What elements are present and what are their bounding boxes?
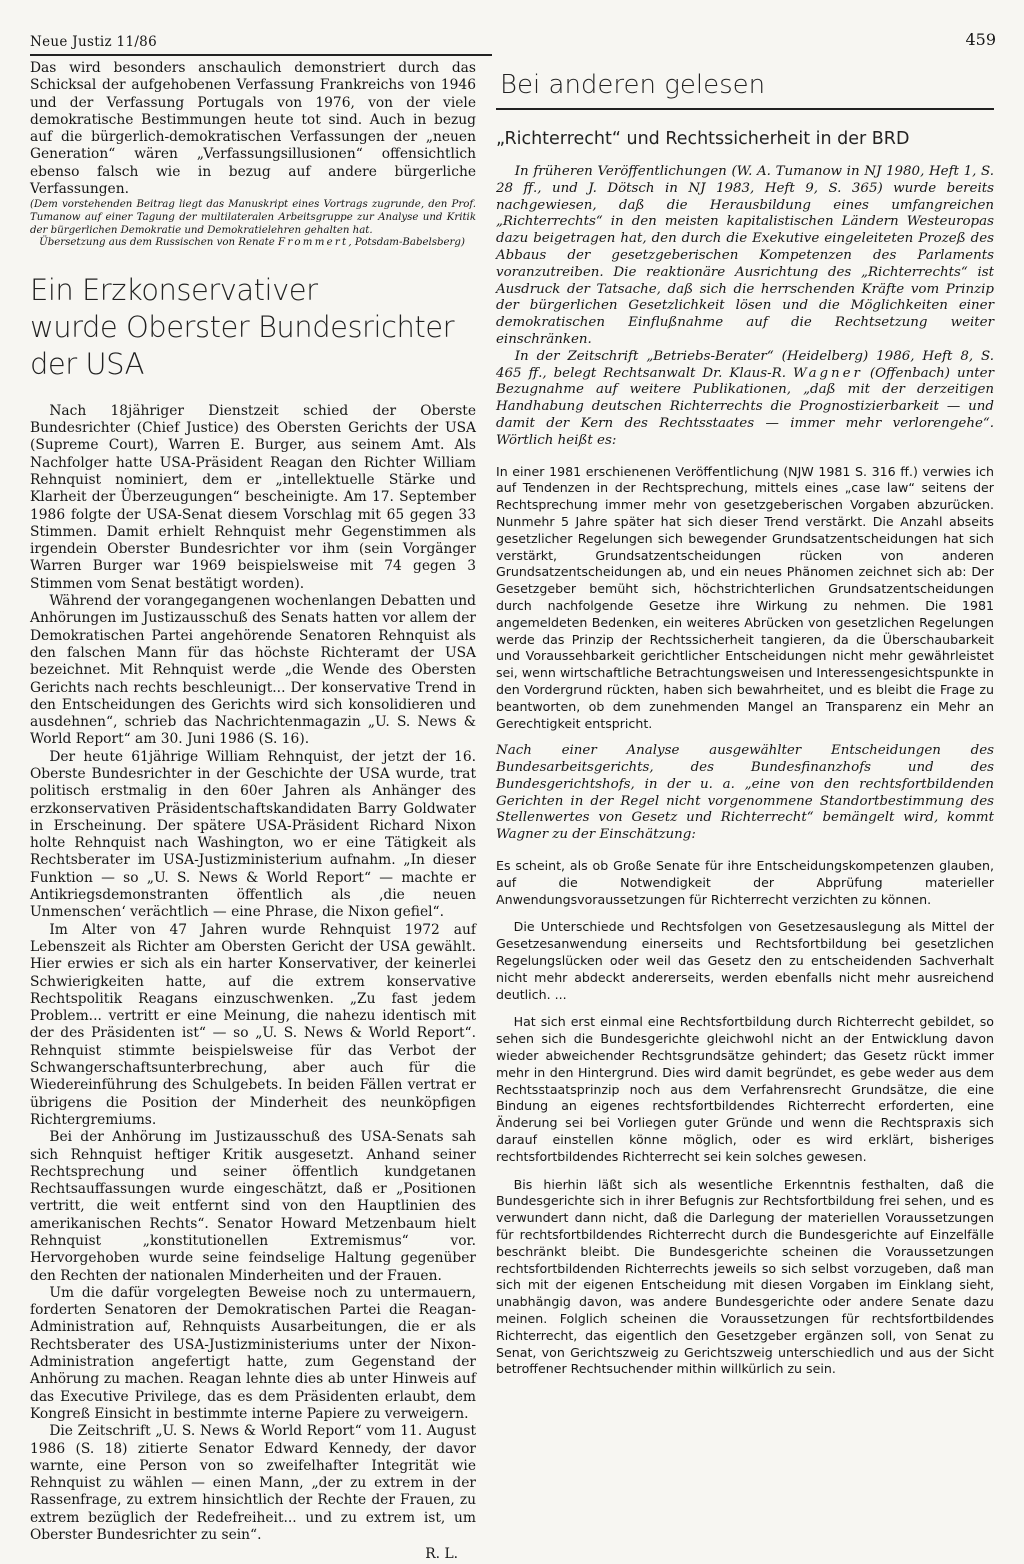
- quoted-block: [496, 464, 994, 733]
- article-paragraph: Nach 18jähriger Dienstzeit schied der Oberste Bundesrichter (Chief Justice) des Obersten Gerichts der USA (Supreme Court), Warren E. Burger, aus seinem Amt. Als Nachfolger hatte USA-Präsident Reagan den Richter William Rehnquist nominiert, dem er „intellektuelle Stärke und Klarheit der Überzeugungen“ bescheinigte. Am 17. September 1986 folgte der USA-Senat diesem Vorschlag mit 65 gegen 33 Stimmen. Damit erhielt Rehnquist mehr Gegenstimmen als irgendein Oberster Bundesrichter vor ihm (sein Vorgänger Warren Burger war 1969 beispielsweise mit 74 gegen 3 Stimmen vom Senat bestätigt worden).: [30, 402, 476, 592]
- quoted-paragraph: Bis hierhin läßt sich als wesentliche Erkenntnis festhalten, daß die Bundesgerichte sich in ihrer Befugnis zur Rechtsfortbildung frei sehen, und es verwundert dann nicht, daß die Darlegung der materiellen Voraussetzungen für rechtsfortbildendes Richterrecht durch die Bundesgerichte auf Einzelfälle beschränkt bleibt. Die Bundesgerichte scheinen die Voraussetzungen rechtsfortbildenden Richterrechts jeweils so sich selbst vorzugeben, daß man sich mit der eigenen Entscheidung mit diesen Vorgaben im Einklang sieht, unabhängig davon, was andere Bundesgerichte oder andere Senate dazu meinen. Folglich scheinen die Voraussetzungen für rechtsfortbildendes Richterrecht, das eigentlich den Gesetzgeber ergänzen soll, von Senat zu Senat, von Gerichtszweig zu Gerichtszweig unterschiedlich und aus der Sicht betroffener Rechtsuchender mithin willkürlich zu sein.: [496, 1176, 994, 1377]
- section-title: Bei anderen gelesen: [500, 70, 766, 100]
- quoted-paragraph: Hat sich erst einmal eine Rechtsfortbildung durch Richterrecht gebildet, so sehen sich die Bundesgerichte gleichwohl nicht an der Entwicklung davon wieder abweichender Rechtsgrundsätze gehindert; das Gesetz rückt immer mehr in den Hintergrund. Dies wird damit begründet, es gebe weder aus dem Rechtsstaatsprinzip noch aus dem Verfahrensrecht Grundsätze, die eine Bindung an eigenes rechtsfortbildendes Richterrecht erforderten, eine Änderung sei bei Vorliegen guter Gründe und wenn die Rechtspraxis sich darauf einstellen könne möglich, oder es wird erklärt, bisheriges rechtsfortbildendes Richterrecht sei kein solches gewesen.: [496, 1014, 994, 1164]
- page-number: 459: [965, 30, 996, 49]
- article-paragraph: Um die dafür vorgelegten Beweise noch zu untermauern, forderten Senatoren der Demokratischen Partei die Reagan-Administration auf, Rehnquists Ausarbeitungen, die er als Rechtsberater des USA-Justizministeriums unter der Nixon-Administration angefertigt hatte, zum Gegenstand der Anhörung zu machen. Reagan lehnte dies ab unter Hinweis auf das Executive Privilege, das es dem Präsidenten erlaubt, dem Kongreß Einsicht in bestimmte interne Papiere zu verweigern.: [30, 1284, 476, 1422]
- article-paragraph: Bei der Anhörung im Justizausschuß des USA-Senats sah sich Rehnquist heftiger Kritik ausgesetzt. Anhand seiner Rechtsprechung und seiner öffentlich kundgetanen Rechtsauffassungen wurde eingeschätzt, daß er „Positionen vertritt, die weit entfernt sind von den Hauptlinien des amerikanischen Rechts“. Senator Howard Metzenbaum hielt Rehnquist „konstitutionellen Extremismus“ vor. Hervorgehoben wurde seine feindselige Haltung gegenüber den Rechten der nationalen Minderheiten und der Frauen.: [30, 1129, 476, 1284]
- intro-source-rest: (Offenbach) unter Bezugnahme auf weitere Publikationen, „daß mit der derzeitigen Handhabung deutschen Richterrechts die Prognostizierbarkeit — und damit der Kern des Rechtsstaates — immer mehr verlorengehe“. Wörtlich heißt es:: [496, 365, 994, 448]
- translation-note: [30, 237, 476, 250]
- translator-name: Frommert: [278, 237, 349, 249]
- spacer: [496, 844, 994, 858]
- article-paragraph: Der heute 61jährige William Rehnquist, der jetzt der 16. Oberste Bundesrichter in der Geschichte der USA wurde, trat politisch erstmalig in den 60er Jahren als Anhänger des erzkonservativen Präsidentschaftskandidaten Barry Goldwater in Erscheinung. Der spätere USA-Präsident Richard Nixon holte Rehnquist nach Washington, wo er eine Tätigkeit als Rechtsberater im USA-Justizministerium aufnahm. „In dieser Funktion — so „U. S. News & World Report“ — machte er Antikriegsdemonstranten öffentlich als ‚die neuen Unmenschen‘ verächtlich — eine Phrase, die Nixon gefiel“.: [30, 748, 476, 921]
- article-subtitle: „Richterrecht“ und Rechtssicherheit in der BRD: [496, 129, 910, 149]
- editorial-note-source: (Dem vorstehenden Beitrag liegt das Manuskript eines Vortrags zugrunde, den Prof. Tumanow auf einer Tagung der multilateralen Arbeitsgruppe zur Analyse und Kritik der bürgerlichen Demokratie und Demokratielehren gehalten hat.: [30, 199, 476, 236]
- quoted-block: [496, 858, 994, 1378]
- translation-note-place: , Potsdam-Babelsberg): [348, 237, 465, 249]
- editorial-note: [30, 199, 476, 249]
- article-title-line-1: Ein Erzkonservativer: [30, 272, 318, 307]
- intro-block: [496, 743, 994, 844]
- article-paragraph: Im Alter von 47 Jahren wurde Rehnquist 1972 auf Lebenszeit als Richter am Obersten Gericht der USA gewählt. Hier erwies er sich als ein harter Konservativer, der keinerlei Schwierigkeiten hatte, auf die extrem konservative Rechtspolitik Reagans einzuschwenken. „Zu fast jedem Problem... vertritt er eine Meinung, die nahezu identisch mit der des Präsidenten ist“ — so „U. S. News & World Report“. Rehnquist stimmte beispielsweise für das Verbot der Schwangerschaftsunterbrechung, aber auch für die Wiedereinführung des Schulgebets. In beiden Fällen vertrat er übrigens die Position der Minderheit des neunköpfigen Richtergremiums.: [30, 921, 476, 1128]
- article-title: [30, 272, 476, 383]
- article-paragraph: Während der vorangegangenen wochenlangen Debatten und Anhörungen im Justizausschuß des Senats hatten vor allem der Demokratischen Partei angehörende Senatoren Rehnquist als den falschen Mann für das höchste Richteramt der USA bezeichnet. Mit Rehnquist werde „die Wende des Obersten Gerichts nach rechts beschleunigt... Der konservative Trend in den Entscheidungen des Gerichts wird sich konsolidieren und ausdehnen“, schrieb das Nachrichtenmagazin „U. S. News & World Report“ am 30. Juni 1986 (S. 16).: [30, 593, 476, 748]
- intro-paragraph: Nach einer Analyse ausgewählter Entscheidungen des Bundesarbeitsgerichts, des Bundesfinanzhofs und des Bundesgerichtshofs, in der u. a. „eine von den rechtsfortbildenden Gerichten in der Regel nicht vorgenommene Standortbestimmung des Stellenwertes von Gesetz und Richterrecht“ bemängelt wird, kommt Wagner zu der Einschätzung:: [496, 743, 994, 843]
- author-name: Wagner: [793, 365, 863, 381]
- quoted-paragraph: Es scheint, als ob Große Senate für ihre Entscheidungskompetenzen glauben, auf die Notwendigkeit der Abprüfung materieller Anwendungsvoraussetzungen für Richterrecht verzichten zu können.: [496, 858, 994, 907]
- right-column: [496, 60, 994, 1389]
- section-rule: [496, 108, 994, 110]
- article-paragraph: Die Zeitschrift „U. S. News & World Report“ vom 11. August 1986 (S. 18) zitierte Senator Edward Kennedy, der davor warnte, eine Person von so zweifelhafter Integrität wie Rehnquist zu wählen — einen Mann, „der zu extrem in der Rassenfrage, zu extrem hinsichtlich der Rechte der Frauen, zu extrem bezüglich der Redefreiheit... und zu extrem ist, um Oberster Bundesrichter zu sein“.: [30, 1423, 476, 1544]
- intro-block: [496, 164, 994, 450]
- translation-note-text: Übersetzung aus dem Russischen von Renate: [39, 237, 275, 249]
- quoted-paragraph: In einer 1981 erschienenen Veröffentlichung (NJW 1981 S. 316 ff.) verwies ich auf Tendenzen in der Rechtsprechung, mittels eines „case law“ seitens der Rechtsprechung immer mehr von gesetzgeberischen Vorgaben abzurücken. Nunmehr 5 Jahre später hat sich dieser Trend verstärkt. Die Anzahl abseits gesetzlicher Regelungen sich bewegender Grundsatzentscheidungen hat sich verstärkt, Grundsatzentscheidungen rücken von anderen Grundsatzentscheidungen ab, und ein neues Phänomen zeichnet sich ab: Der Gesetzgeber bemüht sich, höchstrichterlichen Grundsatzentscheidungen durch nachfolgende Gesetze ihre Wirkung zu nehmen. Die 1981 angemeldeten Bedenken, ein weiteres Abrücken von gesetzlichen Regelungen werde das Prinzip der Rechtssicherheit tangieren, da die Überschaubarkeit und Voraussehbarkeit gerichtlicher Entscheidungen nicht mehr gewährleistet sei, wenn wirtschaftliche Betrachtungsweisen und Interessengesichtspunkte in den Vordergrund rückten, haben sich bewahrheitet, und es bleibt die Frage zu beantworten, ob dem zunehmenden Mangel an Transparenz ein Mehr an Gerechtigkeit entspricht.: [496, 463, 994, 731]
- intro-paragraph-source: [496, 349, 994, 450]
- left-column: [30, 60, 476, 1564]
- page-header: [30, 28, 996, 54]
- article-continuation-paragraph: Das wird besonders anschaulich demonstriert durch das Schicksal der aufgehobenen Verfassung Frankreichs von 1946 und der Verfassung Portugals von 1976, von der viele demokratische Bestimmungen heute tot sind. Auch in bezug auf die bürgerlich-demokratischen Verfassungen der „neuen Generation“ wären „Verfassungsillusionen“ offensichtlich ebenso falsch wie in bezug auf andere bürgerliche Verfassungen.: [30, 60, 476, 198]
- author-signature: R. L.: [425, 1546, 458, 1563]
- spacer: [496, 450, 994, 464]
- header-rule: [30, 54, 492, 56]
- intro-paragraph: In früheren Veröffentlichungen (W. A. Tumanow in NJ 1980, Heft 1, S. 28 ff., und J. Dötsch in NJ 1983, Heft 9, S. 365) wurde bereits nachgewiesen, daß die Herausbildung eines umfangreichen „Richterrechts“ in den meisten kapitalistischen Ländern Westeuropas dazu beigetragen hat, den durch die Exekutive eingeleiteten Prozeß des Abbaus der gesetzgeberischen Kompetenzen des Parlaments voranzutreiben. Die reaktionäre Ausrichtung des „Richterrechts“ ist Ausdruck der Tatsache, daß sich die herrschenden Kräfte vom Prinzip der bürgerlichen Gesetzlichkeit lösen und die Möglichkeiten einer demokratischen Einflußnahme auf die Rechtsetzung weiter einschränken.: [496, 164, 994, 347]
- journal-name: Neue Justiz 11/86: [30, 34, 157, 50]
- intro-source-text: In der Zeitschrift „Betriebs-Berater“ (Heidelberg) 1986, Heft 8, S. 465 ff., belegt Rechtsanwalt Dr. Klaus-R.: [496, 348, 994, 381]
- quoted-paragraph: Die Unterschiede und Rechtsfolgen von Gesetzesauslegung als Mittel der Gesetzesanwendung einerseits und Rechtsfortbildung bei gesetzlichen Regelungslücken oder weil das Gesetz den zu entscheidenden Sachverhalt nicht mehr abdeckt andererseits, werden ebenfalls nicht mehr ausreichend deutlich. ...: [496, 919, 994, 1002]
- article-title-line-2: wurde Oberster Bundesrichter der USA: [30, 309, 454, 381]
